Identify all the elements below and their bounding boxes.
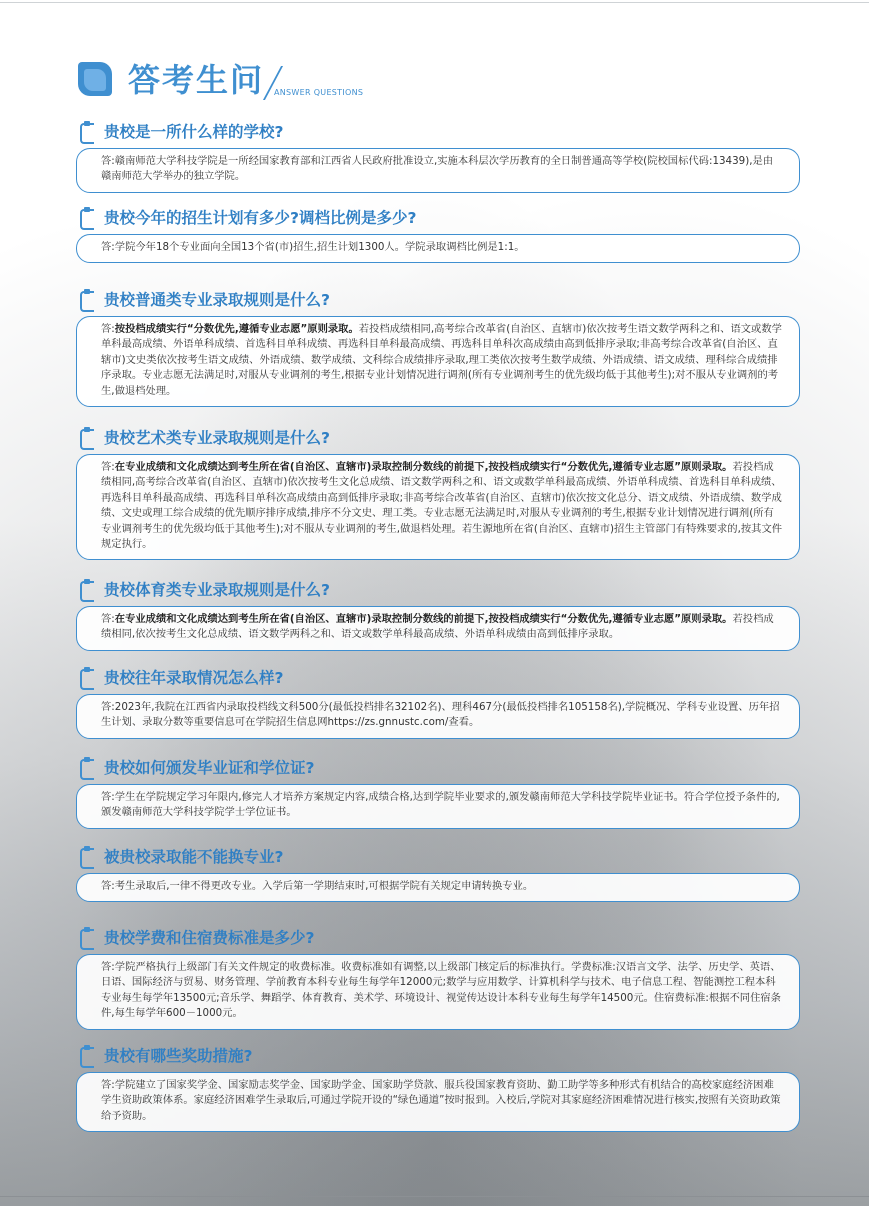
answer-prefix: 答: [101, 613, 115, 625]
answer-bold: 在专业成绩和文化成绩达到考生所在省(自治区、直辖市)录取控制分数线的前提下,按投档成绩实行“分数优先,遵循专业志愿”原则录取。 [114, 461, 733, 473]
qa-item [76, 120, 800, 193]
qa-item [76, 756, 800, 829]
answer-box [76, 954, 800, 1030]
answer-text: 答:学院今年18个专业面向全国13个省(市)招生,招生计划1300人。学院录取调档比例是1:1。 [101, 241, 525, 253]
question-row [76, 926, 800, 950]
qa-item [76, 666, 800, 739]
page-subtitle-en: ANSWER QUESTIONS [274, 88, 364, 97]
answer-box [76, 784, 800, 829]
clipboard-icon [80, 581, 94, 602]
clipboard-icon [80, 848, 94, 869]
answer-prefix: 答: [101, 461, 115, 473]
page-title: 答考生问 [128, 61, 265, 99]
answer-bold: 按投档成绩实行“分数优先,遵循专业志愿”原则录取。 [114, 323, 359, 335]
header-square-icon [78, 62, 112, 96]
answer-box [76, 694, 800, 739]
qa-item [76, 926, 800, 1030]
qa-item [76, 288, 800, 407]
question-row [76, 288, 800, 312]
bottom-rule [0, 1196, 869, 1197]
answer-text: 若投档成绩相同,依次按考生文化总成绩、语文数学两科之和、语文或数学单科最高成绩、外语单科成绩由高到低排序录取。 [101, 613, 774, 641]
answer-box [76, 1072, 800, 1132]
answer-box [76, 454, 800, 560]
clipboard-icon [80, 669, 94, 690]
answer-prefix: 答: [101, 323, 115, 335]
qa-item [76, 1044, 800, 1132]
question-row [76, 756, 800, 780]
question-row [76, 426, 800, 450]
question-text: 贵校往年录取情况怎么样? [104, 669, 284, 687]
answer-box [76, 234, 800, 263]
question-row [76, 1044, 800, 1068]
question-text: 贵校学费和住宿费标准是多少? [104, 929, 315, 947]
qa-item [76, 206, 800, 263]
top-rule [0, 2, 869, 3]
answer-box [76, 148, 800, 193]
clipboard-icon [80, 1047, 94, 1068]
question-text: 贵校体育类专业录取规则是什么? [104, 581, 330, 599]
clipboard-icon [80, 429, 94, 450]
answer-text: 答:赣南师范大学科技学院是一所经国家教育部和江西省人民政府批准设立,实施本科层次学历教育的全日制普通高等学校(院校国标代码:13439),是由赣南师范大学举办的独立学院。 [101, 155, 774, 183]
answer-text: 答:学生在学院规定学习年限内,修完人才培养方案规定内容,成绩合格,达到学院毕业要求的,颁发赣南师范大学科技学院毕业证书。符合学位授予条件的,颁发赣南师范大学科技学院学士学位证书。 [101, 791, 780, 819]
qa-item [76, 578, 800, 651]
question-text: 贵校如何颁发毕业证和学位证? [104, 759, 315, 777]
clipboard-icon [80, 759, 94, 780]
answer-text: 若投档成绩相同,高考综合改革省(自治区、直辖市)依次按考生语文数学两科之和、语文或数学单科最高成绩、外语单科成绩、首选科目单科成绩、再选科目单科最高成绩、再选科目单科次高成绩由高到低排序录取;非高考综合改革省(自治区、直辖市)文史类依次按考生语文成绩、外语成绩、数学成绩、文科综合成绩排序录取,理工类依次按考生数学成绩、外语成绩、语文成绩、理科综合成绩排序录取。专业志愿无法满足时,对服从专业调剂的考生,根据专业计划情况进行调剂(所有专业调剂考生的优先级均低于其他考生);对不服从专业调剂的考生,做退档处理。 [101, 323, 782, 397]
question-row [76, 578, 800, 602]
clipboard-icon [80, 929, 94, 950]
answer-text: 答:考生录取后,一律不得更改专业。入学后第一学期结束时,可根据学院有关规定申请转换专业。 [101, 880, 534, 892]
question-text: 贵校今年的招生计划有多少?调档比例是多少? [104, 209, 417, 227]
question-text: 贵校艺术类专业录取规则是什么? [104, 429, 330, 447]
question-row [76, 666, 800, 690]
question-row [76, 206, 800, 230]
answer-bold: 在专业成绩和文化成绩达到考生所在省(自治区、直辖市)录取控制分数线的前提下,按投档成绩实行“分数优先,遵循专业志愿”原则录取。 [114, 613, 733, 625]
question-text: 贵校有哪些奖助措施? [104, 1047, 253, 1065]
question-text: 贵校是一所什么样的学校? [104, 123, 284, 141]
answer-text: 若投档成绩相同,高考综合改革省(自治区、直辖市)依次按考生文化总成绩、语文数学两科之和、语文或数学单科最高成绩、外语单科成绩、首选科目单科成绩、再选科目单科最高成绩、再选科目单科次高成绩由高到低排序录取;非高考综合改革省(自治区、直辖市)依次按文化总分、语文成绩、外语成绩、数学成绩、文史或理工综合成绩的优先顺序排序成绩,排序不分文史、理工类。专业志愿无法满足时,对服从专业调剂的考生,根据专业计划情况进行调剂(所有专业调剂考生的优先级均低于其他考生);对不服从专业调剂的考生,做退档处理。若生源地所在省(自治区、直辖市)招生主管部门有特殊要求的,按其文件规定执行。 [101, 461, 783, 551]
answer-text: 答:2023年,我院在江西省内录取投档线文科500分(最低投档排名32102名)、理科467分(最低投档排名105158名),学院概况、学科专业设置、历年招生计划、录取分数等重要信息可在学院招生信息网https://zs.gnnustc.com/查看。 [101, 701, 780, 729]
clipboard-icon [80, 123, 94, 144]
question-row [76, 845, 800, 869]
answer-text: 答:学院建立了国家奖学金、国家励志奖学金、国家助学金、国家助学贷款、服兵役国家教育资助、勤工助学等多种形式有机结合的高校家庭经济困难学生资助政策体系。家庭经济困难学生录取后,可通过学院开设的“绿色通道”按时报到。入校后,学院对其家庭经济困难情况进行核实,按照有关资助政策给予资助。 [101, 1079, 781, 1122]
answer-box [76, 316, 800, 407]
answer-text: 答:学院严格执行上级部门有关文件规定的收费标准。收费标准如有调整,以上级部门核定后的标准执行。学费标准:汉语言文学、法学、历史学、英语、日语、国际经济与贸易、财务管理、学前教育本科专业每生每学年12000元;数学与应用数学、计算机科学与技术、电子信息工程、智能测控工程本科专业每生每学年13500元;音乐学、舞蹈学、体育教育、美术学、环境设计、视觉传达设计本科专业每生每学年14500元。住宿费标准:根据不同住宿条件,每生每学年600－1000元。 [101, 961, 781, 1020]
answer-box [76, 606, 800, 651]
qa-item [76, 845, 800, 902]
question-row [76, 120, 800, 144]
clipboard-icon [80, 209, 94, 230]
clipboard-icon [80, 291, 94, 312]
question-text: 被贵校录取能不能换专业? [104, 848, 284, 866]
qa-item [76, 426, 800, 560]
answer-box [76, 873, 800, 902]
question-text: 贵校普通类专业录取规则是什么? [104, 291, 330, 309]
